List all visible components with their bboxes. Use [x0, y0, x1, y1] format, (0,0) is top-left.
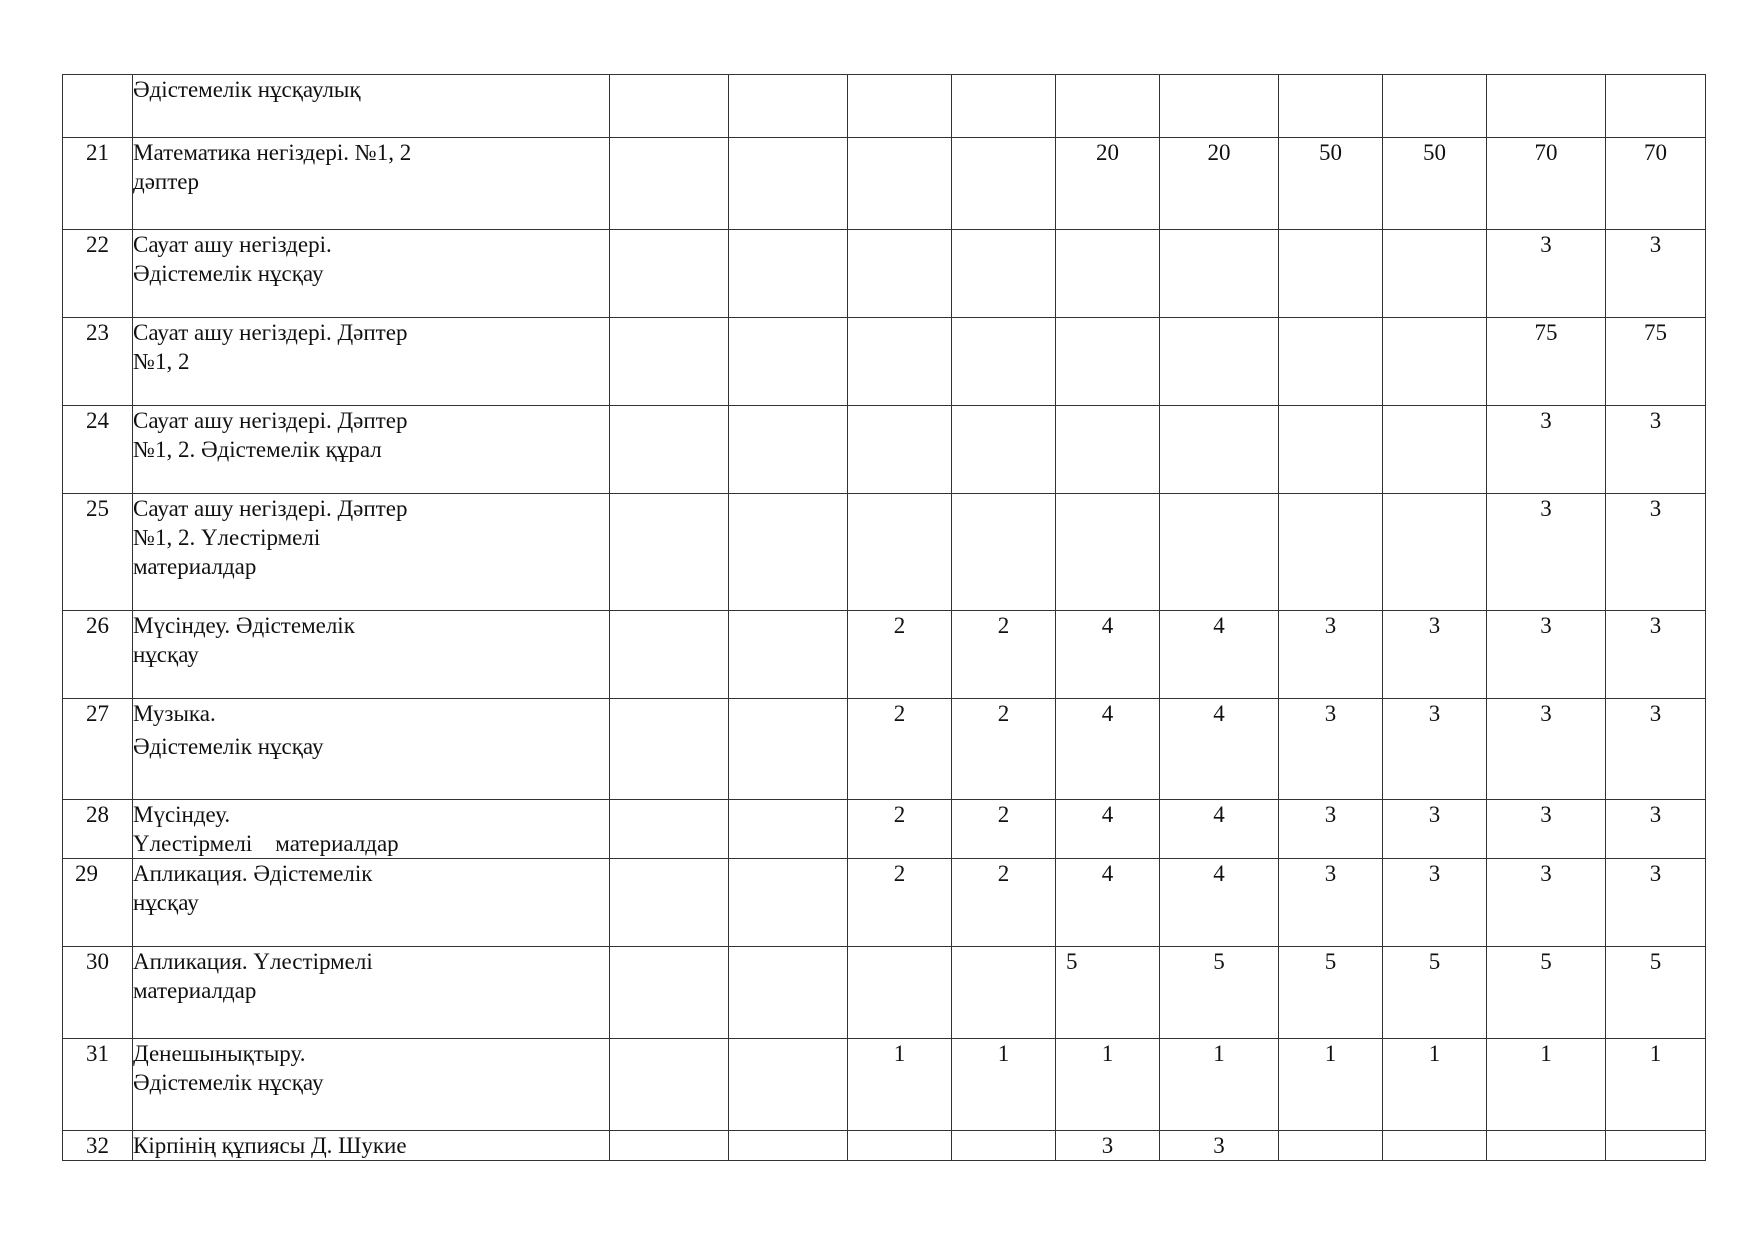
value-cell: 5 [1487, 947, 1606, 1039]
table-row [63, 1039, 1706, 1131]
value-cell: 1 [1606, 1039, 1706, 1131]
value-cell: 3 [1606, 611, 1706, 699]
table-row [63, 947, 1706, 1039]
table-row [63, 859, 1706, 947]
value-cell [1279, 494, 1383, 611]
value-cell [848, 406, 952, 494]
value-cell: 3 [1606, 859, 1706, 947]
row-number: 32 [63, 1131, 133, 1161]
value-cell [1056, 494, 1160, 611]
value-cell [848, 318, 952, 406]
value-cell: 5 [1160, 947, 1279, 1039]
value-cell [729, 800, 848, 859]
value-cell: 2 [952, 699, 1056, 800]
value-cell: 4 [1056, 859, 1160, 947]
value-cell [952, 318, 1056, 406]
value-cell: 3 [1279, 859, 1383, 947]
row-number: 28 [63, 800, 133, 859]
item-name: Сауат ашу негіздері. Әдістемелік нұсқау [133, 230, 610, 318]
value-cell [610, 859, 729, 947]
value-cell [1160, 230, 1279, 318]
value-cell: 3 [1606, 699, 1706, 800]
value-cell: 2 [848, 800, 952, 859]
row-number: 25 [63, 494, 133, 611]
value-cell [1487, 1131, 1606, 1161]
value-cell [1160, 318, 1279, 406]
table-row [63, 75, 1706, 138]
value-cell [729, 1131, 848, 1161]
item-name: Кірпінің құпиясы Д. Шукие [133, 1131, 610, 1161]
value-cell: 1 [848, 1039, 952, 1131]
value-cell [952, 138, 1056, 230]
value-cell [729, 406, 848, 494]
value-cell: 3 [1487, 859, 1606, 947]
table-row [63, 494, 1706, 611]
value-cell: 2 [952, 611, 1056, 699]
value-cell: 3 [1383, 699, 1487, 800]
value-cell: 20 [1056, 138, 1160, 230]
item-name: Апликация. Үлестірмелі материалдар [133, 947, 610, 1039]
table-row [63, 1131, 1706, 1161]
table-row [63, 800, 1706, 859]
value-cell [1056, 230, 1160, 318]
item-name: Әдістемелік нұсқаулық [133, 75, 610, 138]
item-name: Сауат ашу негіздері. Дәптер №1, 2 [133, 318, 610, 406]
row-number: 27 [63, 699, 133, 800]
value-cell: 1 [1383, 1039, 1487, 1131]
value-cell: 3 [1056, 1131, 1160, 1161]
row-number: 22 [63, 230, 133, 318]
row-number: 29 [63, 859, 133, 947]
row-number: 21 [63, 138, 133, 230]
item-name: Математика негіздері. №1, 2 дәптер [133, 138, 610, 230]
value-cell [1279, 406, 1383, 494]
table-row [63, 699, 1706, 800]
value-cell: 3 [1279, 800, 1383, 859]
value-cell: 50 [1279, 138, 1383, 230]
row-number: 23 [63, 318, 133, 406]
value-cell: 1 [1487, 1039, 1606, 1131]
row-number: 30 [63, 947, 133, 1039]
row-number [63, 75, 133, 138]
value-cell: 3 [1160, 1131, 1279, 1161]
value-cell: 4 [1160, 859, 1279, 947]
value-cell: 3 [1487, 230, 1606, 318]
value-cell: 3 [1606, 230, 1706, 318]
row-number: 31 [63, 1039, 133, 1131]
value-cell: 5 [1383, 947, 1487, 1039]
value-cell [729, 230, 848, 318]
item-name: Сауат ашу негіздері. Дәптер №1, 2. Әдістемелік құрал [133, 406, 610, 494]
value-cell [848, 138, 952, 230]
item-name: Мүсіндеу. Әдістемелік нұсқау [133, 611, 610, 699]
value-cell [1606, 1131, 1706, 1161]
value-cell: 3 [1487, 800, 1606, 859]
value-cell [952, 406, 1056, 494]
value-cell: 3 [1383, 800, 1487, 859]
value-cell [729, 859, 848, 947]
item-name: Мүсіндеу. Үлестірмелі материалдар [133, 800, 610, 859]
value-cell [729, 611, 848, 699]
value-cell [729, 699, 848, 800]
value-cell [1383, 494, 1487, 611]
value-cell: 4 [1056, 611, 1160, 699]
value-cell: 3 [1606, 494, 1706, 611]
table-row [63, 406, 1706, 494]
value-cell [1383, 406, 1487, 494]
table-row [63, 318, 1706, 406]
table-row [63, 230, 1706, 318]
value-cell [729, 138, 848, 230]
value-cell [729, 1039, 848, 1131]
value-cell [610, 699, 729, 800]
value-cell [729, 494, 848, 611]
value-cell: 2 [848, 859, 952, 947]
value-cell [610, 494, 729, 611]
value-cell [610, 230, 729, 318]
value-cell [952, 230, 1056, 318]
value-cell [729, 947, 848, 1039]
value-cell: 3 [1606, 800, 1706, 859]
value-cell: 4 [1160, 800, 1279, 859]
value-cell: 4 [1160, 611, 1279, 699]
item-name: Денешынықтыру. Әдістемелік нұсқау [133, 1039, 610, 1131]
value-cell: 3 [1487, 611, 1606, 699]
value-cell: 50 [1383, 138, 1487, 230]
value-cell: 3 [1383, 859, 1487, 947]
value-cell: 1 [1056, 1039, 1160, 1131]
item-name: Сауат ашу негіздері. Дәптер №1, 2. Үлестірмелі материалдар [133, 494, 610, 611]
value-cell [610, 318, 729, 406]
value-cell [1383, 230, 1487, 318]
value-cell: 2 [952, 800, 1056, 859]
row-number: 24 [63, 406, 133, 494]
value-cell [610, 800, 729, 859]
item-name: Музыка. Әдістемелік нұсқау [133, 699, 610, 800]
value-cell [610, 138, 729, 230]
value-cell [848, 494, 952, 611]
value-cell [848, 947, 952, 1039]
value-cell: 1 [1160, 1039, 1279, 1131]
value-cell [1160, 494, 1279, 611]
value-cell [610, 1039, 729, 1131]
value-cell: 3 [1279, 699, 1383, 800]
table-row [63, 611, 1706, 699]
value-cell: 75 [1487, 318, 1606, 406]
value-cell: 3 [1279, 611, 1383, 699]
value-cell [610, 947, 729, 1039]
value-cell [848, 1131, 952, 1161]
value-cell: 2 [952, 859, 1056, 947]
value-cell [610, 611, 729, 699]
value-cell: 3 [1487, 699, 1606, 800]
value-cell: 5 [1606, 947, 1706, 1039]
value-cell [1279, 230, 1383, 318]
value-cell: 1 [1279, 1039, 1383, 1131]
value-cell [1056, 406, 1160, 494]
value-cell: 5 [1056, 947, 1160, 1039]
value-cell: 3 [1383, 611, 1487, 699]
value-cell: 2 [848, 611, 952, 699]
value-cell [952, 494, 1056, 611]
item-name: Апликация. Әдістемелік нұсқау [133, 859, 610, 947]
value-cell [1383, 1131, 1487, 1161]
value-cell [848, 230, 952, 318]
value-cell: 4 [1056, 800, 1160, 859]
value-cell [610, 406, 729, 494]
value-cell [952, 1131, 1056, 1161]
row-number: 26 [63, 611, 133, 699]
value-cell: 75 [1606, 318, 1706, 406]
value-cell: 4 [1056, 699, 1160, 800]
document-table [62, 74, 1706, 1161]
value-cell: 3 [1487, 494, 1606, 611]
value-cell [610, 1131, 729, 1161]
value-cell [729, 318, 848, 406]
value-cell: 4 [1160, 699, 1279, 800]
value-cell [1056, 318, 1160, 406]
value-cell: 3 [1487, 406, 1606, 494]
value-cell [1383, 318, 1487, 406]
value-cell: 3 [1606, 406, 1706, 494]
value-cell: 20 [1160, 138, 1279, 230]
value-cell: 70 [1487, 138, 1606, 230]
value-cell [1279, 1131, 1383, 1161]
value-cell: 5 [1279, 947, 1383, 1039]
value-cell: 1 [952, 1039, 1056, 1131]
value-cell [1279, 318, 1383, 406]
value-cell: 2 [848, 699, 952, 800]
value-cell [1160, 406, 1279, 494]
table-row [63, 138, 1706, 230]
value-cell [952, 947, 1056, 1039]
value-cell: 70 [1606, 138, 1706, 230]
